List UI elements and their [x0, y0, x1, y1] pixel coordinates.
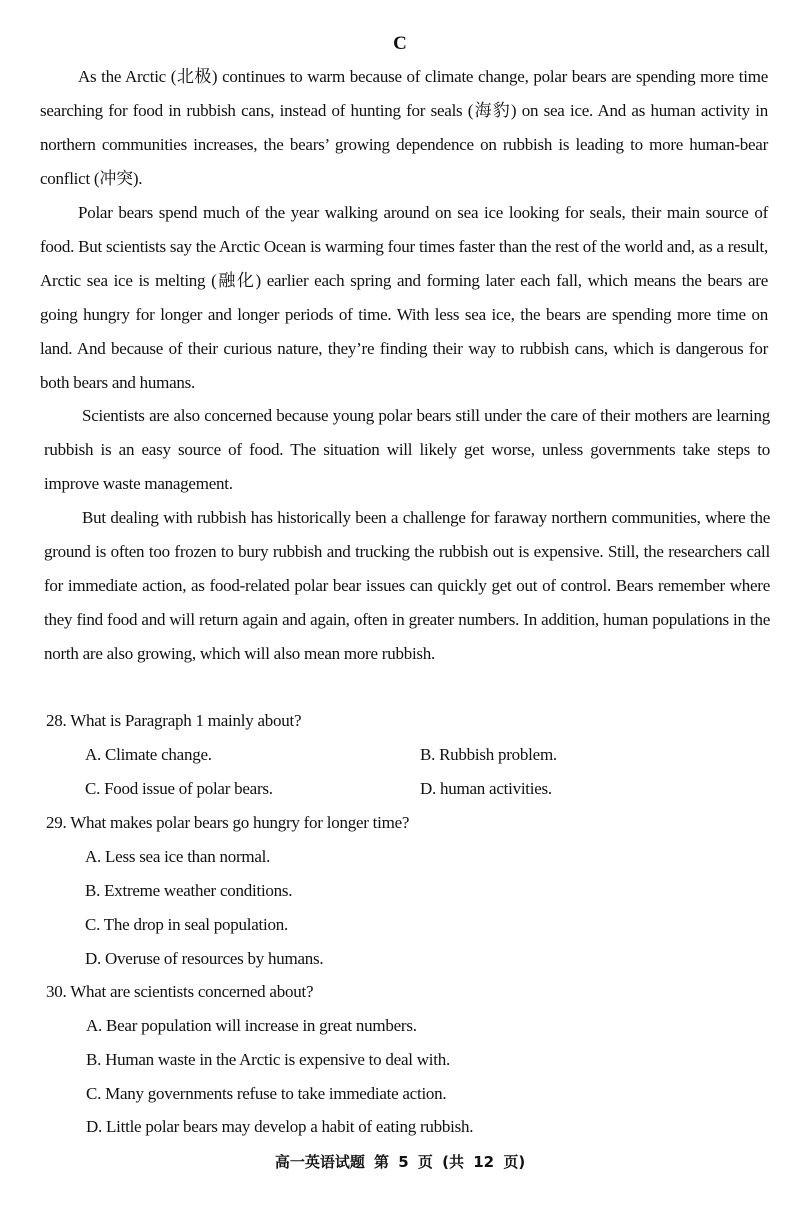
question-30-option-c[interactable]: C. Many governments refuse to take immediate action.	[86, 1084, 447, 1103]
paragraph-text: But dealing with rubbish has historically been a challenge for faraway northern communities, where the ground is often too frozen to bury rubbish and trucking the rubbish out is expensive. Still, the researchers call for immediate action, as food-related polar bear issues can quickly get out of control. Bears remember where they find food and will return again and again, often in greater numbers. In addition, human populations in the north are also growing, which will also mean more rubbish.	[44, 508, 770, 663]
paragraph-3	[44, 399, 770, 501]
question-29-option-c[interactable]: C. The drop in seal population.	[85, 915, 288, 934]
question-28-option-a[interactable]: A. Climate change.	[85, 745, 212, 764]
question-30-option-a[interactable]: A. Bear population will increase in great numbers.	[86, 1016, 417, 1035]
question-29-stem: 29. What makes polar bears go hungry for longer time?	[46, 813, 410, 832]
question-30-option-d[interactable]: D. Little polar bears may develop a habit of eating rubbish.	[86, 1117, 474, 1136]
page-footer: 高一英语试题 第 5 页 (共 12 页)	[274, 1153, 526, 1171]
question-29-option-a[interactable]: A. Less sea ice than normal.	[85, 847, 271, 866]
paragraph-text: As the Arctic (北极) continues to warm because of climate change, polar bears are spending more time searching for food in rubbish cans, instead of hunting for seals (海豹) on sea ice. And as human activity in northern communities increases, the bears’ growing dependence on rubbish is leading to more human-bear conflict (冲突).	[40, 67, 768, 188]
question-30-option-b[interactable]: B. Human waste in the Arctic is expensive to deal with.	[86, 1050, 450, 1069]
section-heading: C	[393, 33, 407, 54]
question-28-stem: 28. What is Paragraph 1 mainly about?	[46, 711, 302, 730]
paragraph-text: Scientists are also concerned because young polar bears still under the care of their mothers are learning rubbish is an easy source of food. The situation will likely get worse, unless governments take steps to improve waste management.	[44, 406, 770, 493]
paragraph-1	[40, 60, 768, 196]
question-28-option-c[interactable]: C. Food issue of polar bears.	[85, 779, 273, 798]
question-30-stem: 30. What are scientists concerned about?	[46, 982, 314, 1001]
question-28-option-b[interactable]: B. Rubbish problem.	[420, 745, 557, 764]
paragraph-4	[44, 501, 770, 671]
question-28-option-d[interactable]: D. human activities.	[420, 779, 552, 798]
paragraph-2	[40, 196, 768, 400]
question-29-option-b[interactable]: B. Extreme weather conditions.	[85, 881, 293, 900]
paragraph-text: Polar bears spend much of the year walking around on sea ice looking for seals, their main source of food. But scientists say the Arctic Ocean is warming four times faster than the rest of the world and, as a result, Arctic sea ice is melting (融化) earlier each spring and forming later each fall, which means the bears are going hungry for longer and longer periods of time. With less sea ice, the bears are spending more time on land. And because of their curious nature, they’re finding their way to rubbish cans, which is dangerous for both bears and humans.	[40, 203, 768, 392]
question-29-option-d[interactable]: D. Overuse of resources by humans.	[85, 949, 324, 968]
